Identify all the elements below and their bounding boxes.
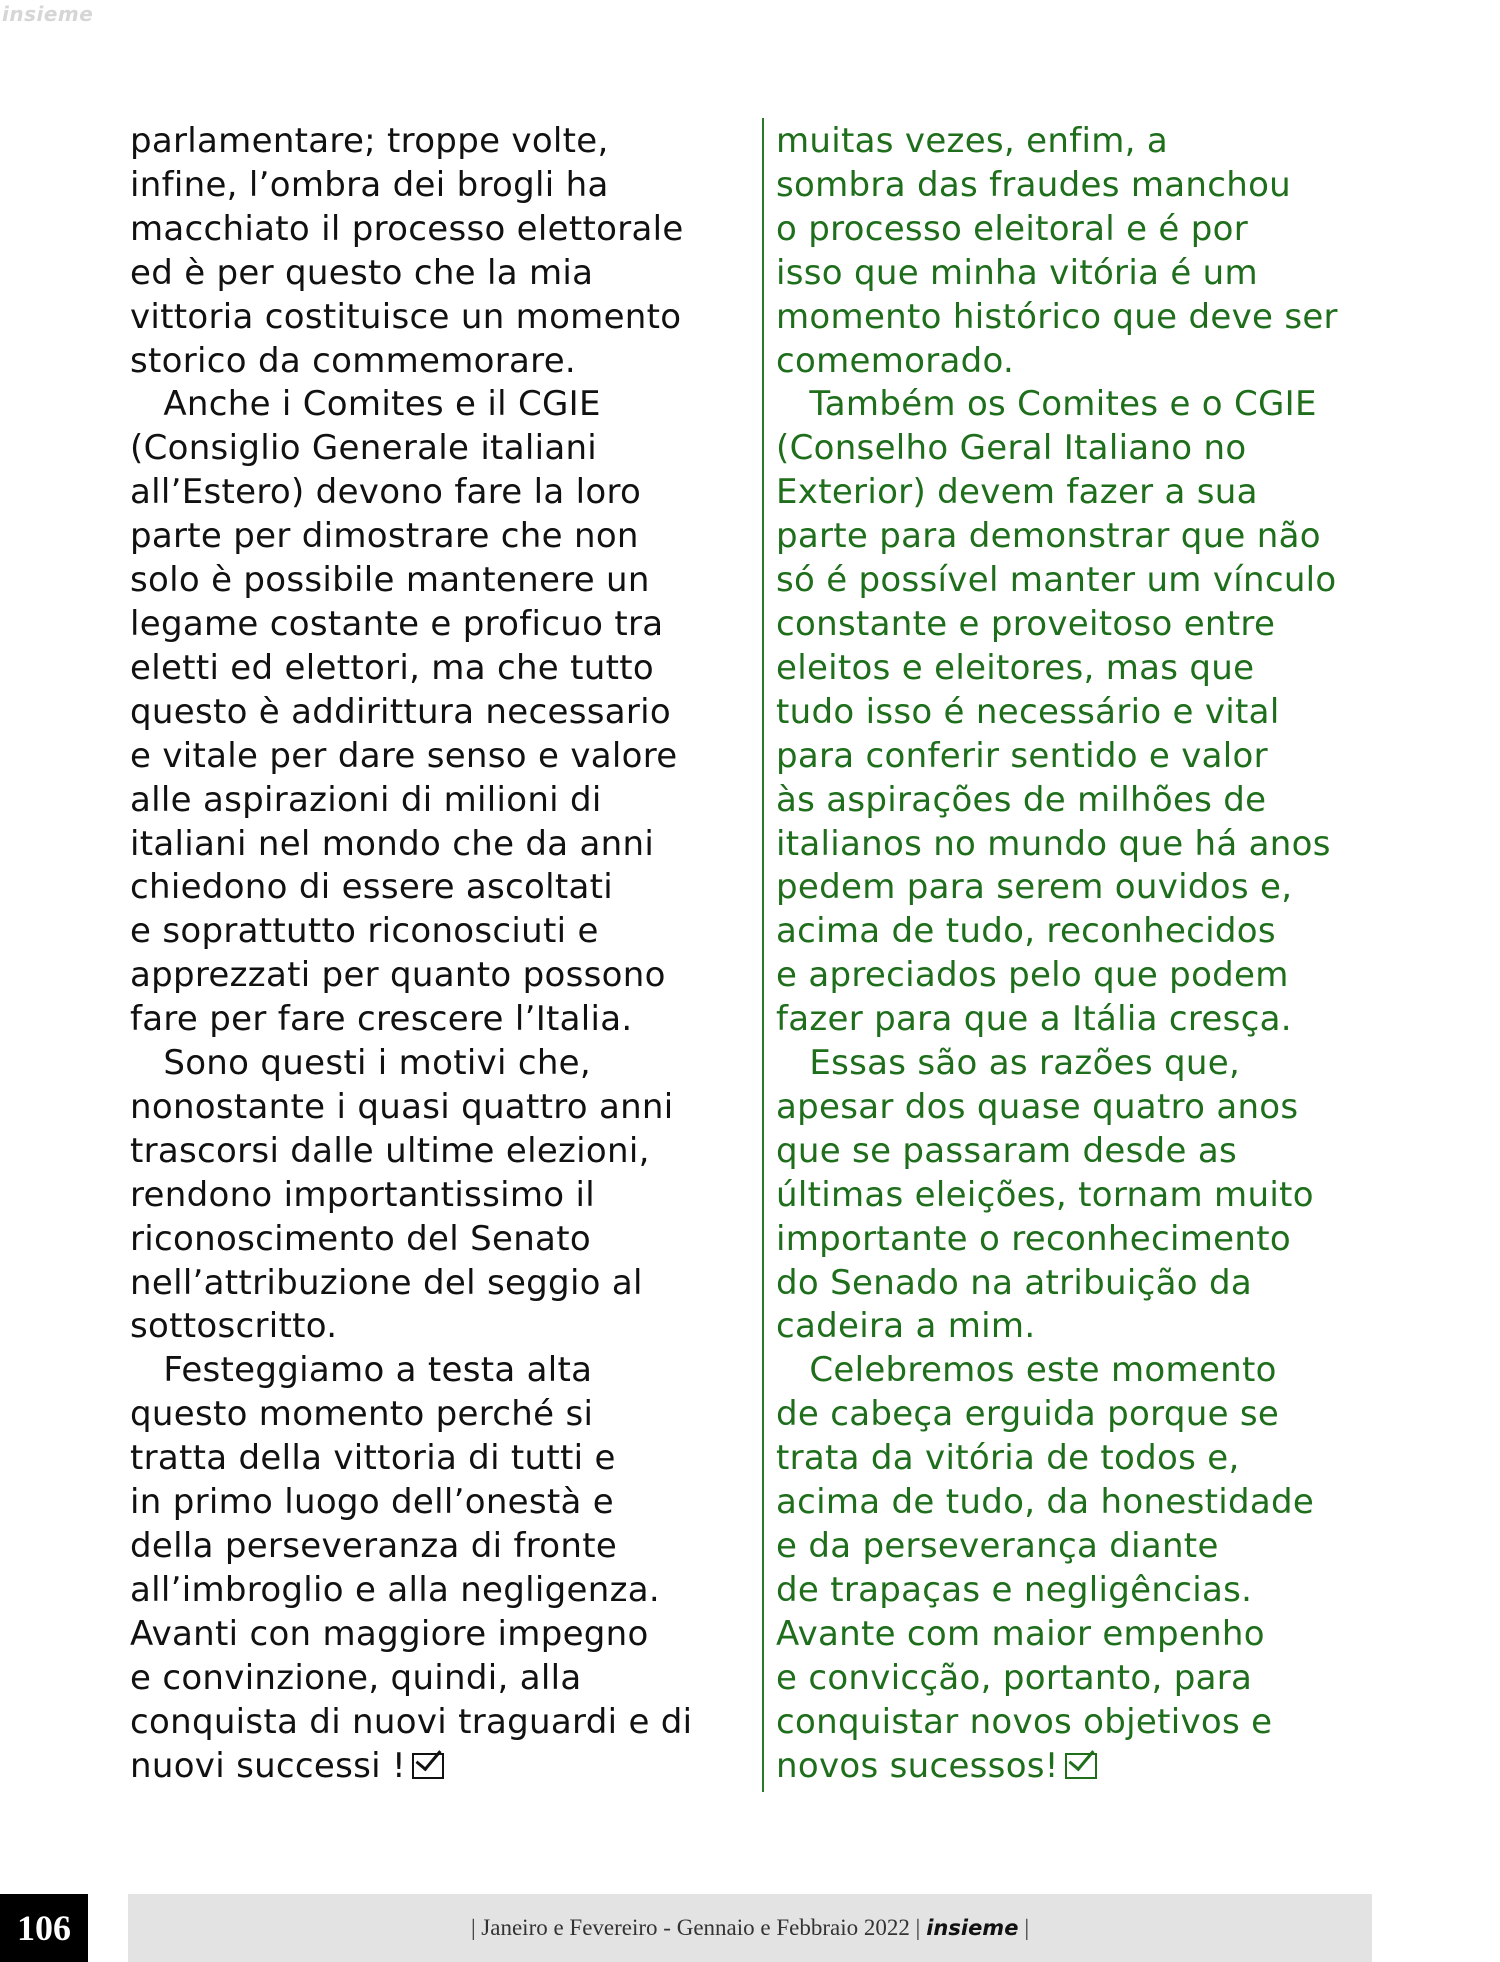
text-line: riconoscimento del Senato: [130, 1218, 591, 1259]
text-line: acima de tudo, da honestidade: [776, 1482, 1315, 1523]
text-line: Avanti con maggiore impegno: [130, 1613, 649, 1654]
text-line: (Consiglio Generale italiani: [130, 428, 598, 469]
text-line: vittoria costituisce un momento: [130, 296, 682, 337]
text-line: e soprattutto riconosciuti e: [130, 911, 599, 952]
text-line: e convinzione, quindi, alla: [130, 1657, 582, 1698]
text-line: trata da vitória de todos e,: [776, 1438, 1240, 1479]
text-line: conquistar novos objetivos e: [776, 1701, 1273, 1742]
text-line: apesar dos quase quatro anos: [776, 1086, 1299, 1127]
text-line: (Conselho Geral Italiano no: [776, 428, 1247, 469]
text-line: e vitale per dare senso e valore: [130, 735, 678, 776]
text-line: pedem para serem ouvidos e,: [776, 867, 1293, 908]
last-text-line: [130, 1745, 740, 1789]
text-line: legame costante e proficuo tra: [130, 603, 664, 644]
text-line: Anche i Comites e il CGIE: [130, 384, 601, 425]
text-line: nonostante i quasi quattro anni: [130, 1086, 674, 1127]
text-line: de cabeça erguida porque se: [776, 1394, 1280, 1435]
text-line: Sono questi i motivi che,: [130, 1043, 592, 1084]
text-line: storico da commemorare.: [130, 340, 577, 381]
text-line: de trapaças e negligências.: [776, 1569, 1253, 1610]
text-line: nell’attribuzione del seggio al: [130, 1262, 643, 1303]
footer-issue-text: | Janeiro e Fevereiro - Gennaio e Febbraio 2022 |: [470, 1915, 921, 1940]
text-line: Festeggiamo a testa alta: [130, 1350, 593, 1391]
text-line: italianos no mundo que há anos: [776, 823, 1331, 864]
text-line: eletti ed elettori, ma che tutto: [130, 647, 654, 688]
text-line: sottoscritto.: [130, 1306, 338, 1347]
checkbox-check-icon: [1065, 1753, 1097, 1779]
italian-column: [130, 120, 740, 1788]
text-line: só é possível manter um vínculo: [776, 560, 1337, 601]
text-line: últimas eleições, tornam muito: [776, 1174, 1314, 1215]
text-line: all’Estero) devono fare la loro: [130, 472, 642, 513]
text-line: Exterior) devem fazer a sua: [776, 472, 1258, 513]
text-line: alle aspirazioni di milioni di: [130, 779, 602, 820]
text-line: italiani nel mondo che da anni: [130, 823, 655, 864]
text-line-content: novos sucessos!: [776, 1745, 1059, 1786]
text-line: della perseveranza di fronte: [130, 1526, 618, 1566]
text-line: comemorado.: [776, 340, 1015, 381]
text-line: o processo eleitoral e é por: [776, 208, 1249, 249]
text-line: cadeira a mim.: [776, 1306, 1036, 1347]
text-line: acima de tudo, reconhecidos: [776, 911, 1276, 952]
text-line: às aspirações de milhões de: [776, 779, 1267, 820]
text-line: e apreciados pelo que podem: [776, 955, 1289, 996]
text-line: rendono importantissimo il: [130, 1174, 595, 1215]
footer-separator: |: [1024, 1915, 1030, 1940]
checkbox-check-icon: [412, 1753, 444, 1779]
text-line: parte para demonstrar que não: [776, 516, 1321, 557]
text-line: constante e proveitoso entre: [776, 603, 1276, 644]
text-line: e convicção, portanto, para: [776, 1657, 1253, 1698]
footer-bar: [128, 1894, 1372, 1962]
footer-brand-logo: insieme: [926, 1916, 1019, 1940]
text-line: eleitos e eleitores, mas que: [776, 647, 1255, 688]
text-line: trascorsi dalle ultime elezioni,: [130, 1130, 650, 1171]
text-line: Também os Comites e o CGIE: [776, 384, 1317, 425]
text-line: parlamentare; troppe volte,: [130, 121, 609, 161]
text-line: do Senado na atribuição da: [776, 1262, 1252, 1303]
text-line: infine, l’ombra dei brogli ha: [130, 164, 609, 205]
text-line: apprezzati per quanto possono: [130, 955, 666, 996]
text-line-content: nuovi successi !: [130, 1745, 406, 1786]
text-line: para conferir sentido e valor: [776, 735, 1268, 776]
text-line: macchiato il processo elettorale: [130, 208, 684, 249]
text-line: muitas vezes, enfim, a: [776, 121, 1168, 161]
text-line: in primo luogo dell’onestà e: [130, 1482, 615, 1523]
text-line: solo è possibile mantenere un: [130, 560, 650, 601]
column-divider: [762, 118, 764, 1792]
text-line: Avante com maior empenho: [776, 1613, 1265, 1654]
text-line: fare per fare crescere l’Italia.: [130, 999, 633, 1040]
text-line: questo momento perché si: [130, 1394, 594, 1435]
text-line: questo è addirittura necessario: [130, 691, 671, 732]
text-line: que se passaram desde as: [776, 1130, 1237, 1171]
text-line: chiedono di essere ascoltati: [130, 867, 614, 908]
text-line: tudo isso é necessário e vital: [776, 691, 1280, 732]
text-line: Celebremos este momento: [776, 1350, 1277, 1391]
text-line: e da perseverança diante: [776, 1526, 1219, 1566]
text-line: Essas são as razões que,: [776, 1043, 1241, 1084]
text-line: sombra das fraudes manchou: [776, 164, 1292, 205]
page-number: 106: [0, 1894, 88, 1962]
text-line: isso que minha vitória é um: [776, 252, 1258, 293]
text-line: importante o reconhecimento: [776, 1218, 1291, 1259]
text-line: conquista di nuovi traguardi e di: [130, 1701, 693, 1742]
text-line: fazer para que a Itália cresça.: [776, 999, 1292, 1040]
portuguese-column: [776, 120, 1386, 1788]
last-text-line: [776, 1745, 1386, 1789]
text-line: momento histórico que deve ser: [776, 296, 1338, 337]
watermark-logo: insieme: [2, 2, 94, 26]
text-line: tratta della vittoria di tutti e: [130, 1438, 616, 1479]
text-line: all’imbroglio e alla negligenza.: [130, 1569, 660, 1610]
text-line: ed è per questo che la mia: [130, 252, 594, 293]
text-line: parte per dimostrare che non: [130, 516, 639, 557]
